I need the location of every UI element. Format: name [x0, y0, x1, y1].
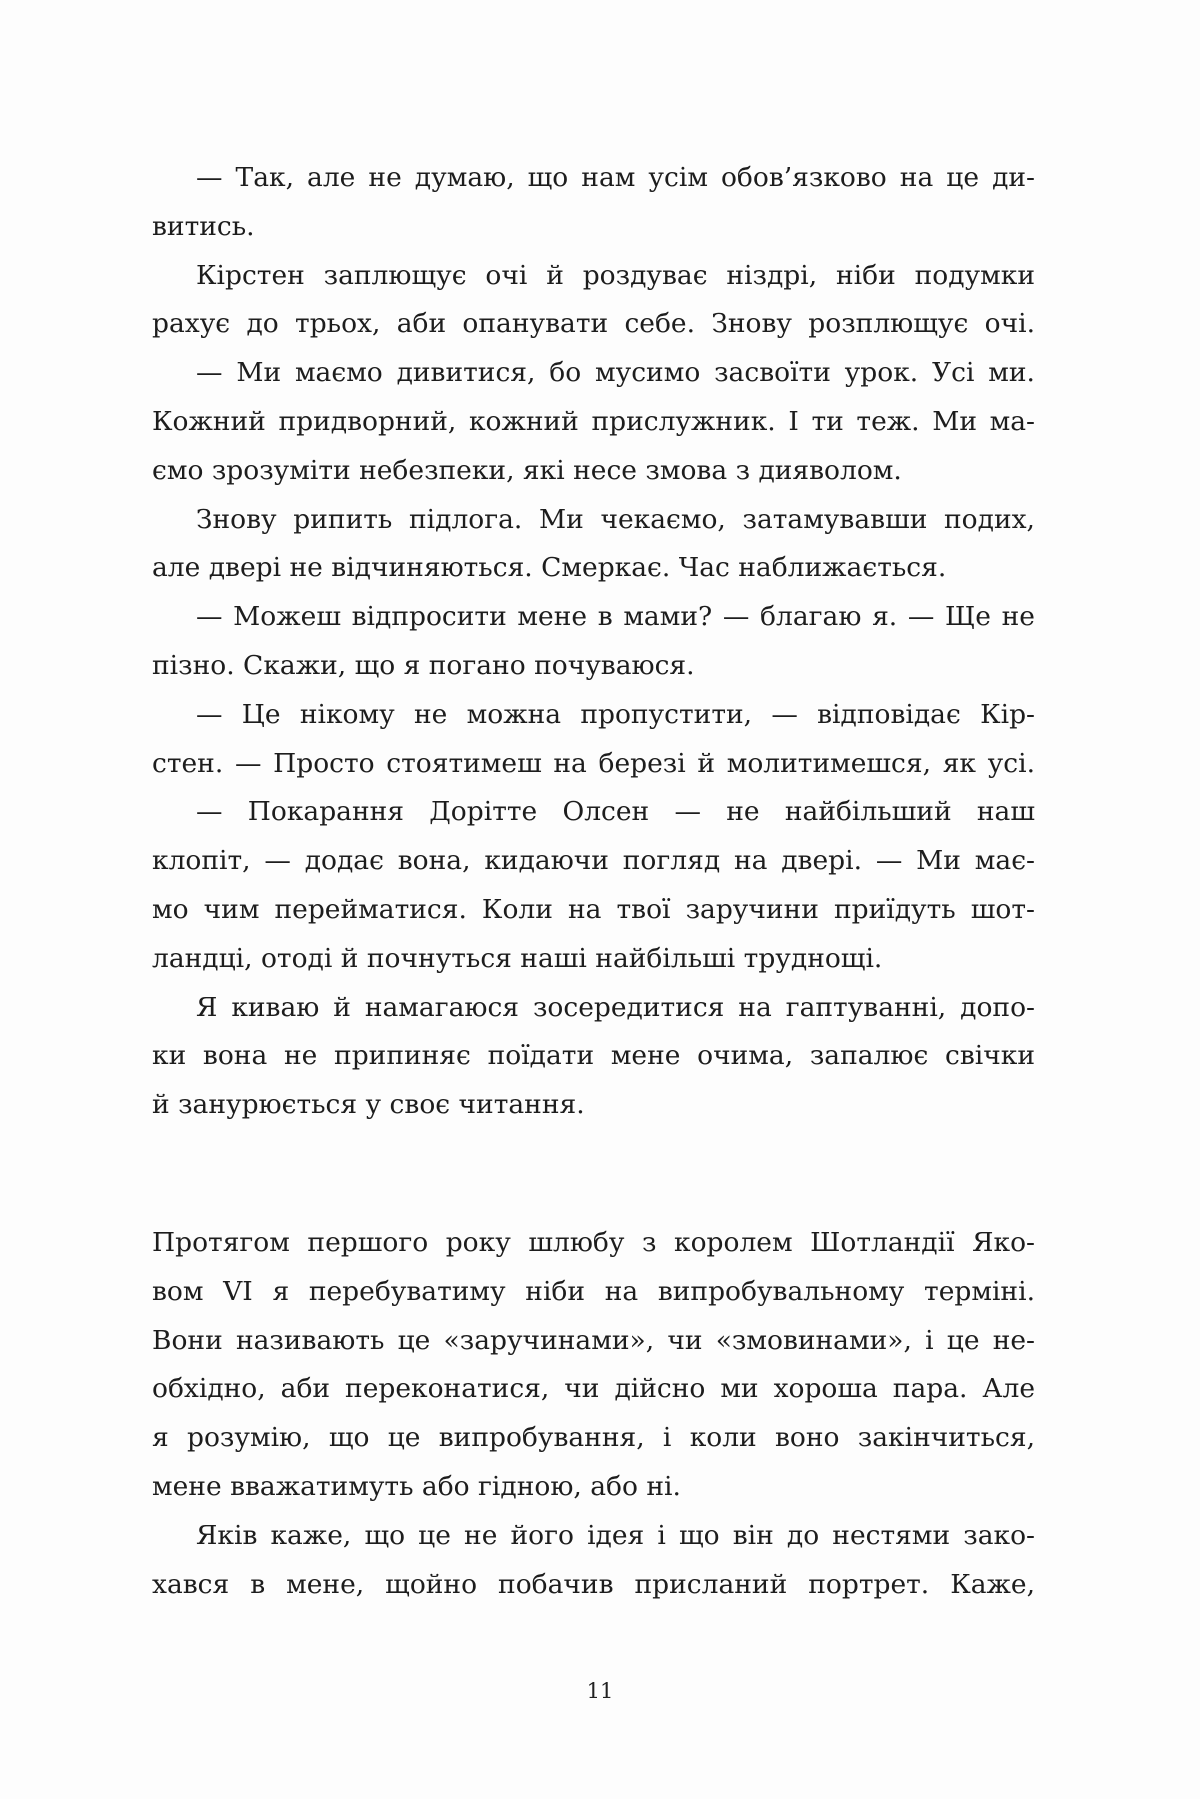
- text-line: хався в мене, щойно побачив присланий портрет. Каже,: [152, 1568, 1035, 1600]
- text-line: Кірстен заплющує очі й роздуває ніздрі, ніби подумки: [196, 259, 1035, 291]
- text-line: й занурюється у своє читання.: [152, 1089, 585, 1121]
- text-line: обхідно, аби переконатися, чи дійсно ми хороша пара. Але: [152, 1373, 1035, 1405]
- text-line: рахує до трьох, аби опанувати себе. Знову розплющує очі.: [152, 308, 1035, 340]
- text-line: вом VI я перебуватиму ніби на випробувальному терміні.: [152, 1275, 1035, 1307]
- text-line: витись.: [152, 210, 255, 242]
- text-line: Знову рипить підлога. Ми чекаємо, затамувавши подих,: [196, 503, 1035, 535]
- text-line: ки вона не припиняє поїдати мене очима, запалює свічки: [152, 1040, 1035, 1072]
- text-line: клопіт, — додає вона, кидаючи погляд на двері. — Ми має-: [152, 845, 1035, 877]
- section-2: [152, 1219, 1035, 1609]
- text-line: Протягом першого року шлюбу з королем Шотландії Яко-: [152, 1226, 1035, 1258]
- text-line: я розумію, що це випробування, і коли воно закінчиться,: [152, 1422, 1035, 1454]
- page-number: 11: [586, 1679, 614, 1703]
- text-line: пізно. Скажи, що я погано почуваюся.: [152, 649, 695, 681]
- text-line: Вони називають це «заручинами», чи «змовинами», і це не-: [152, 1324, 1035, 1356]
- text-line: — Так, але не думаю, що нам усім обов’язково на це ди-: [196, 162, 1035, 193]
- text-line: — Можеш відпросити мене в мами? — благаю я. — Ще не: [196, 601, 1035, 633]
- body-text: [152, 154, 1035, 1609]
- text-line: мене вважатимуть або гідною, або ні.: [152, 1470, 681, 1502]
- text-line: — Ми маємо дивитися, бо мусимо засвоїти урок. Усі ми.: [196, 357, 1035, 389]
- section-break: [152, 1130, 1035, 1219]
- text-line: Я киваю й намагаюся зосередитися на гаптуванні, допо-: [196, 991, 1035, 1023]
- text-line: Кожний придворний, кожний прислужник. І ти теж. Ми ма-: [152, 405, 1035, 437]
- text-line: мо чим перейматися. Коли на твої заручини приїдуть шот-: [152, 893, 1035, 925]
- section-1: [152, 154, 1035, 1130]
- text-line: ландці, отоді й почнуться наші найбільші труднощі.: [152, 942, 883, 974]
- text-line: але двері не відчиняються. Смеркає. Час наближається.: [152, 552, 947, 584]
- text-line: — Покарання Дорітте Олсен — не найбільший наш: [196, 796, 1035, 828]
- text-line: Яків каже, що це не його ідея і що він до нестями зако-: [196, 1519, 1035, 1551]
- text-line: стен. — Просто стоятимеш на березі й молитимешся, як усі.: [152, 747, 1035, 779]
- text-line: ємо зрозуміти небезпеки, які несе змова з дияволом.: [152, 454, 902, 486]
- text-line: — Це нікому не можна пропустити, — відповідає Кір-: [196, 698, 1035, 730]
